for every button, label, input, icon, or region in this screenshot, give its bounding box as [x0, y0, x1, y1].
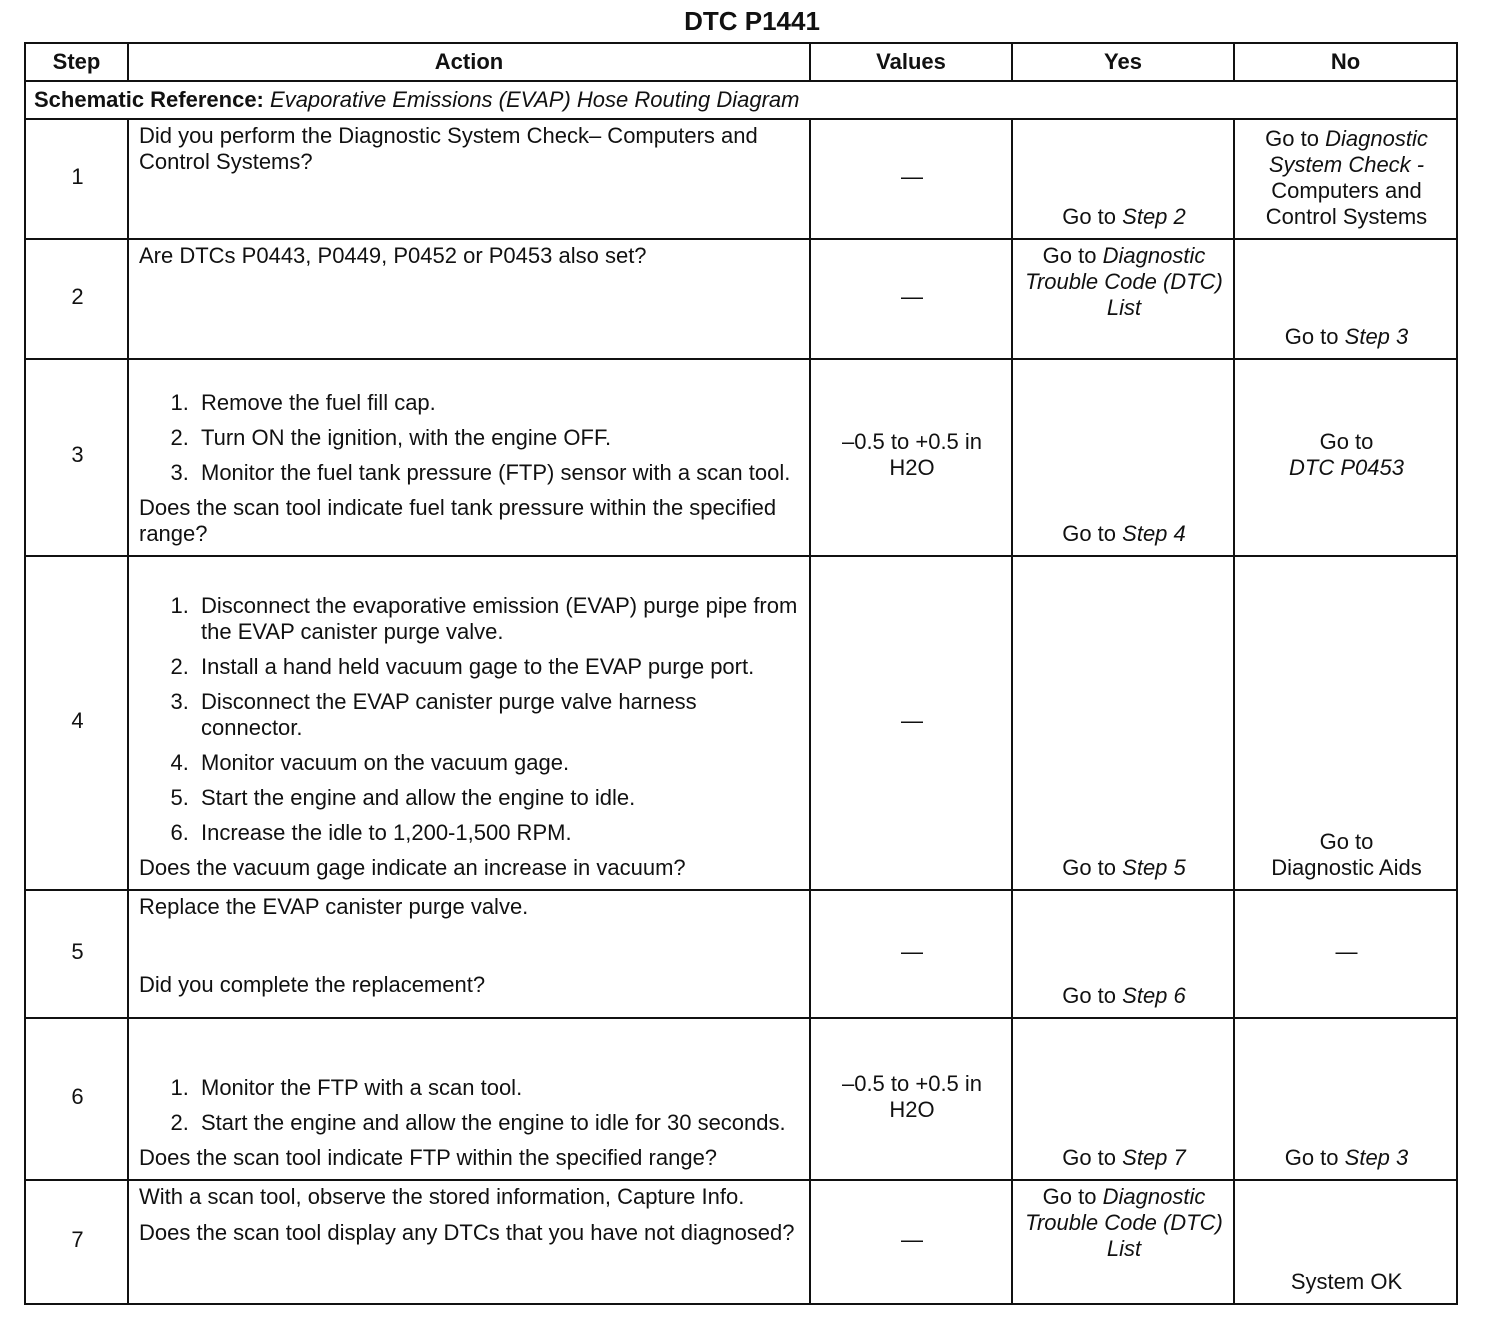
table-row: [25, 1018, 1457, 1180]
no-cell: —: [1234, 890, 1457, 1018]
list-item: 1. Disconnect the evaporative emission (EVAP) purge pipe from the EVAP canister purge valve.: [195, 593, 801, 645]
step-number: 7: [25, 1180, 128, 1304]
yes-target[interactable]: Step 4: [1122, 521, 1186, 547]
values-cell: —: [810, 119, 1012, 239]
no-target[interactable]: Diagnostic System Check -: [1268, 126, 1428, 178]
diagnostic-table: [24, 42, 1458, 1305]
action-text: Are DTCs P0443, P0449, P0452 or P0453 also set?: [139, 243, 647, 268]
yes-target[interactable]: Step 7: [1122, 1145, 1186, 1171]
yes-cell[interactable]: [1012, 1018, 1234, 1180]
header-yes: Yes: [1012, 43, 1234, 81]
step-number: 3: [25, 359, 128, 556]
action-cell: [128, 239, 810, 359]
no-cell: System OK: [1234, 1180, 1457, 1304]
step-number: 6: [25, 1018, 128, 1180]
no-cell[interactable]: [1234, 239, 1457, 359]
yes-cell[interactable]: [1012, 890, 1234, 1018]
yes-target[interactable]: Step 6: [1122, 983, 1186, 1009]
values-cell: —: [810, 1180, 1012, 1304]
list-item: 4. Monitor vacuum on the vacuum gage.: [195, 750, 801, 776]
no-target[interactable]: Step 3: [1344, 324, 1409, 350]
table-row: [25, 1180, 1457, 1304]
action-list: [139, 593, 801, 846]
goto-label: Go to: [1284, 324, 1339, 350]
action-cell: [128, 890, 810, 1018]
list-item: 6. Increase the idle to 1,200-1,500 RPM.: [195, 820, 801, 846]
header-row: [25, 43, 1457, 81]
goto-label: Go to: [1284, 1145, 1339, 1171]
table-row: [25, 359, 1457, 556]
schematic-label: Schematic Reference:: [34, 87, 264, 113]
list-item: 1. Remove the fuel fill cap.: [195, 390, 801, 416]
goto-label: Go to: [1319, 429, 1374, 455]
list-item: 2. Start the engine and allow the engine to idle for 30 seconds.: [195, 1110, 801, 1136]
header-action: Action: [128, 43, 810, 81]
schematic-reference: [25, 81, 1457, 119]
action-text: Did you perform the Diagnostic System Check– Computers and Control Systems?: [139, 123, 758, 174]
no-target[interactable]: Diagnostic Aids: [1271, 855, 1422, 881]
table-row: [25, 890, 1457, 1018]
list-item: 3. Monitor the fuel tank pressure (FTP) sensor with a scan tool.: [195, 460, 801, 486]
yes-cell[interactable]: [1012, 556, 1234, 890]
yes-target[interactable]: Diagnostic Trouble Code (DTC) List: [1025, 243, 1223, 320]
action-question: Does the vacuum gage indicate an increase in vacuum?: [139, 855, 686, 881]
list-item: 2. Install a hand held vacuum gage to the EVAP purge port.: [195, 654, 801, 680]
no-target[interactable]: Step 3: [1344, 1145, 1409, 1171]
no-target-rest[interactable]: Computers and Control Systems: [1265, 178, 1428, 230]
values-cell: –0.5 to +0.5 in H2O: [810, 359, 1012, 556]
schematic-link[interactable]: Evaporative Emissions (EVAP) Hose Routing Diagram: [270, 87, 800, 113]
goto-label: Go to: [1062, 983, 1117, 1009]
step-number: 2: [25, 239, 128, 359]
yes-target[interactable]: Step 2: [1122, 204, 1186, 230]
schematic-row: [25, 81, 1457, 119]
action-cell: [128, 556, 810, 890]
page-title: DTC P1441: [684, 6, 820, 36]
goto-label: Go to: [1042, 1184, 1097, 1209]
action-text: With a scan tool, observe the stored information, Capture Info.: [139, 1184, 745, 1209]
values-cell: —: [810, 890, 1012, 1018]
action-text: Replace the EVAP canister purge valve.: [139, 894, 529, 919]
list-item: 1. Monitor the FTP with a scan tool.: [195, 1075, 801, 1101]
yes-cell[interactable]: [1012, 359, 1234, 556]
action-question: Does the scan tool indicate FTP within the specified range?: [139, 1145, 718, 1171]
no-cell[interactable]: [1234, 1018, 1457, 1180]
no-cell[interactable]: [1234, 359, 1457, 556]
goto-label: Go to: [1265, 126, 1319, 152]
yes-target[interactable]: Step 5: [1122, 855, 1186, 881]
values-cell: –0.5 to +0.5 in H2O: [810, 1018, 1012, 1180]
goto-label: Go to: [1042, 243, 1097, 268]
list-item: 2. Turn ON the ignition, with the engine OFF.: [195, 425, 801, 451]
values-cell: —: [810, 239, 1012, 359]
yes-cell[interactable]: [1012, 1180, 1234, 1304]
action-cell: [128, 1180, 810, 1304]
list-item: 5. Start the engine and allow the engine to idle.: [195, 785, 801, 811]
action-question: Does the scan tool indicate fuel tank pressure within the specified range?: [139, 495, 777, 547]
action-cell: [128, 1018, 810, 1180]
action-question: Did you complete the replacement?: [139, 971, 486, 997]
goto-label: Go to: [1062, 1145, 1117, 1171]
step-number: 1: [25, 119, 128, 239]
header-values: Values: [810, 43, 1012, 81]
no-target[interactable]: DTC P0453: [1289, 455, 1404, 480]
no-cell[interactable]: [1234, 556, 1457, 890]
step-number: 4: [25, 556, 128, 890]
list-item: 3. Disconnect the EVAP canister purge valve harness connector.: [195, 689, 801, 741]
goto-label: Go to: [1062, 204, 1117, 230]
table-row: [25, 556, 1457, 890]
action-list: [139, 1075, 801, 1136]
table-row: [25, 119, 1457, 239]
goto-label: Go to: [1062, 521, 1117, 547]
yes-cell[interactable]: [1012, 119, 1234, 239]
no-cell[interactable]: [1234, 119, 1457, 239]
header-step: Step: [25, 43, 128, 81]
step-number: 5: [25, 890, 128, 1018]
action-cell: [128, 119, 810, 239]
action-question: Does the scan tool display any DTCs that you have not diagnosed?: [139, 1219, 795, 1245]
values-cell: —: [810, 556, 1012, 890]
table-row: [25, 239, 1457, 359]
goto-label: Go to: [1062, 855, 1117, 881]
header-no: No: [1234, 43, 1457, 81]
action-list: [139, 390, 801, 486]
action-cell: [128, 359, 810, 556]
goto-label: Go to: [1319, 829, 1374, 855]
yes-target[interactable]: Diagnostic Trouble Code (DTC) List: [1025, 1184, 1223, 1261]
yes-cell[interactable]: [1012, 239, 1234, 359]
